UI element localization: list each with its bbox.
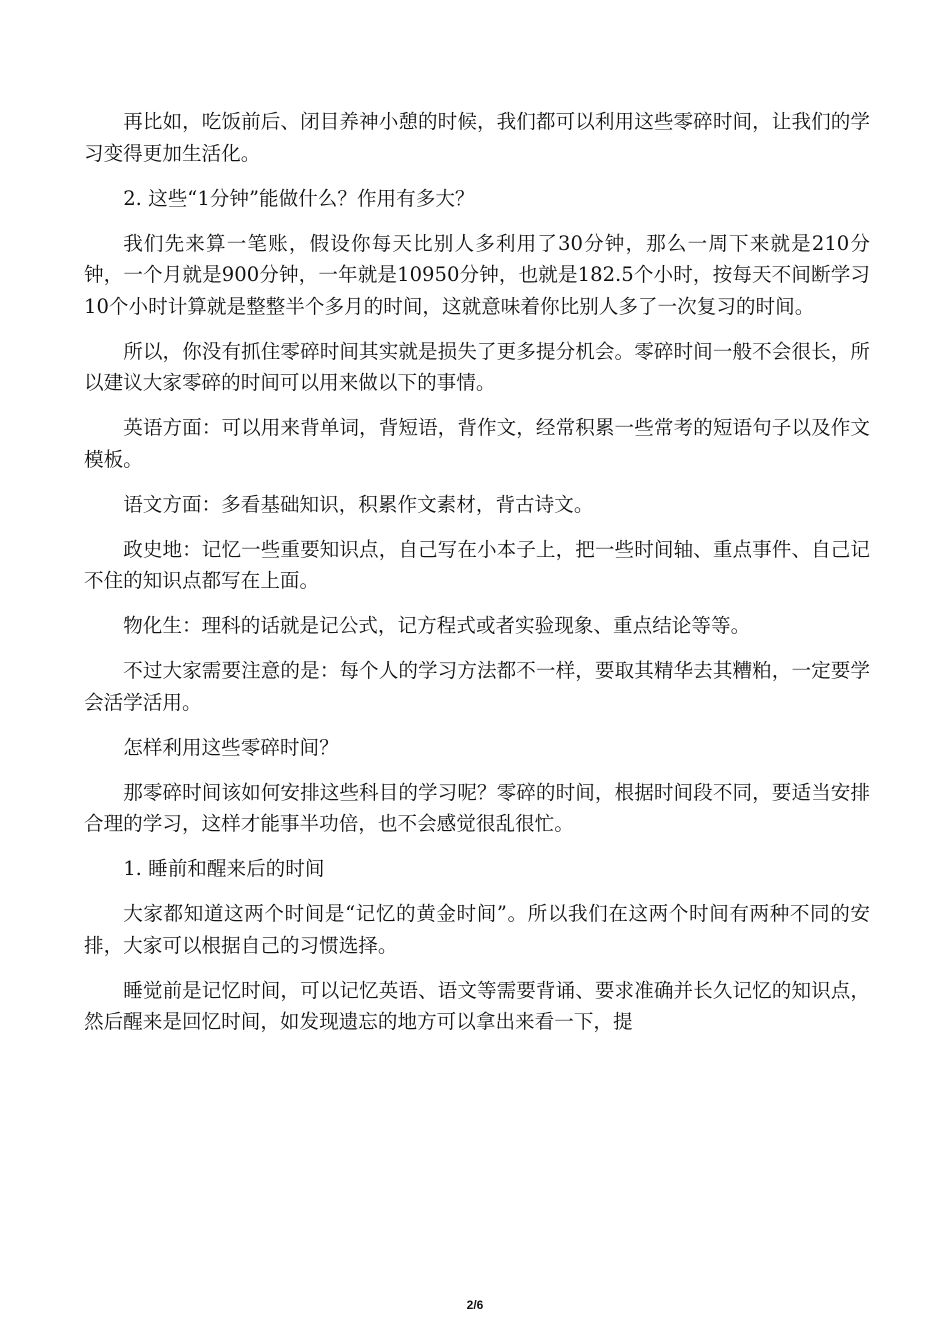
paragraph-english: 英语方面：可以用来背单词，背短语，背作文，经常积累一些常考的短语句子以及作文模板。 xyxy=(84,416,870,471)
paragraph-note: 不过大家需要注意的是：每个人的学习方法都不一样，要取其精华去其糟粕，一定要学会活学活用。 xyxy=(84,659,870,714)
paragraph-sciences: 物化生：理科的话就是记公式，记方程式或者实验现象、重点结论等等。 xyxy=(123,614,751,637)
paragraph-chinese: 语文方面：多看基础知识，积累作文素材，背古诗文。 xyxy=(123,492,594,516)
paragraph-humanities: 政史地：记忆一些重要知识点，自己写在小本子上，把一些时间轴、重点事件、自己记不住的知识点都写在上面。 xyxy=(84,537,870,592)
paragraph-time-calculation: 我们先来算一笔账，假设你每天比别人多利用了30分钟，那么一周下来就是210分钟，一个月就是900分钟，一年就是10950分钟，也就是182.5个小时，按每天不间断学习10个小时计算就是整整半个多月的时间，这就意味着你比别人多了一次复习的时间。 xyxy=(84,231,870,318)
paragraph-before-sleep: 睡觉前是记忆时间，可以记忆英语、语文等需要背诵、要求准确并长久记忆的知识点，然后醒来是回忆时间，如发现遗忘的地方可以拿出来看一下，提 xyxy=(84,978,870,1033)
document-body xyxy=(84,106,870,1051)
section-heading-sleep: 1. 睡前和醒来后的时间 xyxy=(123,857,325,880)
page-number: 2/6 xyxy=(466,1298,484,1312)
paragraph-golden-time: 大家都知道这两个时间是“记忆的黄金时间”。所以我们在这两个时间有两种不同的安排，大家可以根据自己的习惯选择。 xyxy=(84,902,870,957)
paragraph-meal-time: 再比如，吃饭前后、闭目养神小憩的时候，我们都可以利用这些零碎时间，让我们的学习变得更加生活化。 xyxy=(84,110,870,165)
paragraph-arrangement: 那零碎时间该如何安排这些科目的学习呢？零碎的时间，根据时间段不同，要适当安排合理的学习，这样才能事半功倍，也不会感觉很乱很忙。 xyxy=(84,780,870,835)
section-heading-one-minute: 2. 这些“1分钟”能做什么？作用有多大？ xyxy=(123,186,475,210)
paragraph-how-to-use: 怎样利用这些零碎时间？ xyxy=(123,735,339,759)
paragraph-lost-opportunity: 所以，你没有抓住零碎时间其实就是损失了更多提分机会。零碎时间一般不会很长，所以建议大家零碎的时间可以用来做以下的事情。 xyxy=(84,339,870,394)
